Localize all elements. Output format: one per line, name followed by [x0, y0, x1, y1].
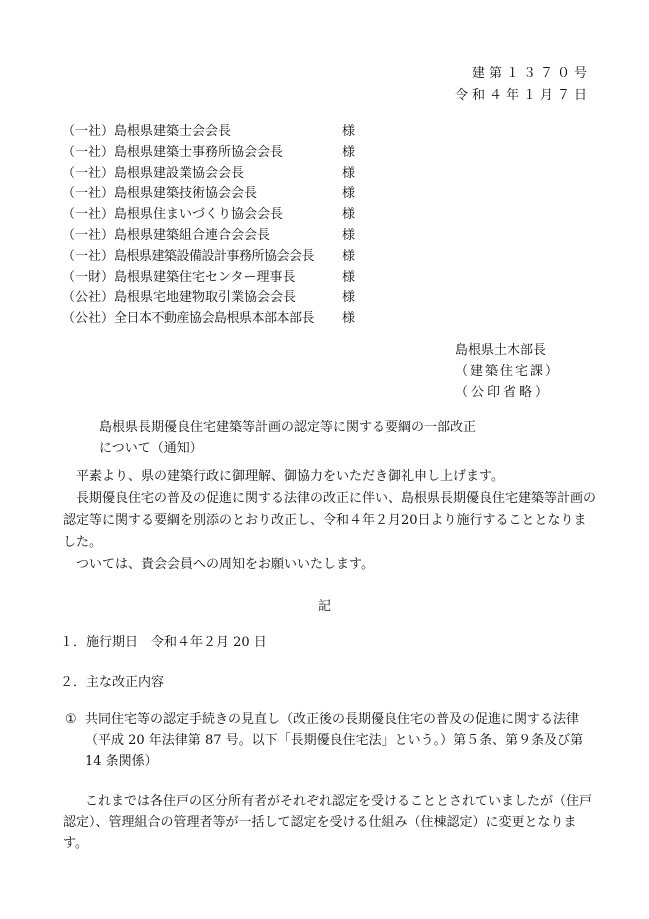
addressee-row: （一社）島根県建築組合連合会会長 様 — [62, 226, 355, 247]
item-text: 共同住宅等の認定手続きの見直し（改正後の長期優良住宅の普及の促進に関する法律（平成 20 年法律第 87 号。以下「長期優良住宅法」という。）第５条、第９条及び第 14 条関係） — [85, 712, 584, 769]
addressee-name: 島根県建設業協会会長 — [114, 165, 245, 181]
subject — [99, 417, 476, 459]
body-paragraph-2: 長期優良住宅の普及の促進に関する法律の改正に伴い、島根県長期優良住宅建築等計画の認定等に関する要綱を別添のとおり改正し、令和４年２月20日より施行することとなりました。 — [63, 491, 597, 550]
change-item-1 — [65, 709, 595, 772]
addressee-name: 島根県建築設備設計事務所協会会長 — [114, 248, 315, 264]
document-date: 令和４年１月７日 — [454, 88, 591, 103]
addressee-row: （一社）島根県建築技術協会会長 様 — [62, 184, 355, 205]
item-number: ① — [65, 712, 77, 727]
subject-line-2: について（通知） — [99, 441, 203, 456]
seal-omitted-note: （公印省略） — [455, 385, 552, 400]
addressee-name: 島根県建築住宅センター理事長 — [114, 269, 296, 285]
addressee-name: 島根県建築士事務所協会会長 — [114, 144, 284, 160]
body-text — [63, 466, 598, 576]
addressee-row: （一社）島根県建築設備設計事務所協会会長 様 — [62, 247, 355, 268]
addressee-name: 島根県宅地建物取引業協会会長 — [114, 290, 297, 306]
addressee-name: 島根県建築組合連合会会長 — [114, 227, 271, 243]
addressee-list — [62, 122, 355, 330]
section-effective-date: １．施行期日 令和４年２月 20 日 — [60, 635, 267, 650]
addressee-row: （一社）島根県建築士会会長 様 — [62, 122, 355, 143]
addressee-row: （公社）島根県宅地建物取引業協会会長 様 — [62, 288, 355, 309]
section-main-changes: ２．主な改正内容 — [60, 675, 165, 690]
document-number: 建第１３７０号 — [471, 66, 591, 81]
sender-name: 島根県土木部長 — [455, 343, 547, 358]
body-paragraph-3: ついては、貴会会員への周知をお願いいたします。 — [76, 557, 374, 572]
subject-line-1: 島根県長期優良住宅建築等計画の認定等に関する要綱の一部改正 — [99, 420, 477, 435]
addressee-name: 島根県住まいづくり協会会長 — [114, 207, 284, 223]
sender-division: （建築住宅課） — [455, 364, 561, 379]
addressee-row: （一社）島根県建設業協会会長 様 — [62, 164, 355, 185]
body-paragraph-1: 平素より、県の建築行政に御理解、御協力をいただき御礼申し上げます。 — [76, 469, 504, 484]
addressee-name: 島根県建築技術協会会長 — [114, 186, 258, 202]
addressee-name: 島根県建築士会会長 — [114, 124, 232, 139]
addressee-row: （一財）島根県建築住宅センター理事長 様 — [62, 268, 355, 289]
addressee-row: （一社）島根県住まいづくり協会会長 様 — [62, 205, 355, 226]
addressee-row: （公社）全日本不動産協会島根県本部本部長 様 — [62, 309, 355, 330]
change-item-1-detail: これまでは各住戸の区分所有者がそれぞれ認定を受けることとされていましたが（住戸認定）、管理組合の管理者等が一括して認定を受ける仕組み（住棟認定）に変更となります。 — [63, 794, 593, 851]
ki-heading: 記 — [317, 599, 331, 614]
addressee-name: 全日本不動産協会島根県本部本部長 — [114, 311, 315, 327]
addressee-row: （一社）島根県建築士事務所協会会長 様 — [62, 143, 355, 164]
